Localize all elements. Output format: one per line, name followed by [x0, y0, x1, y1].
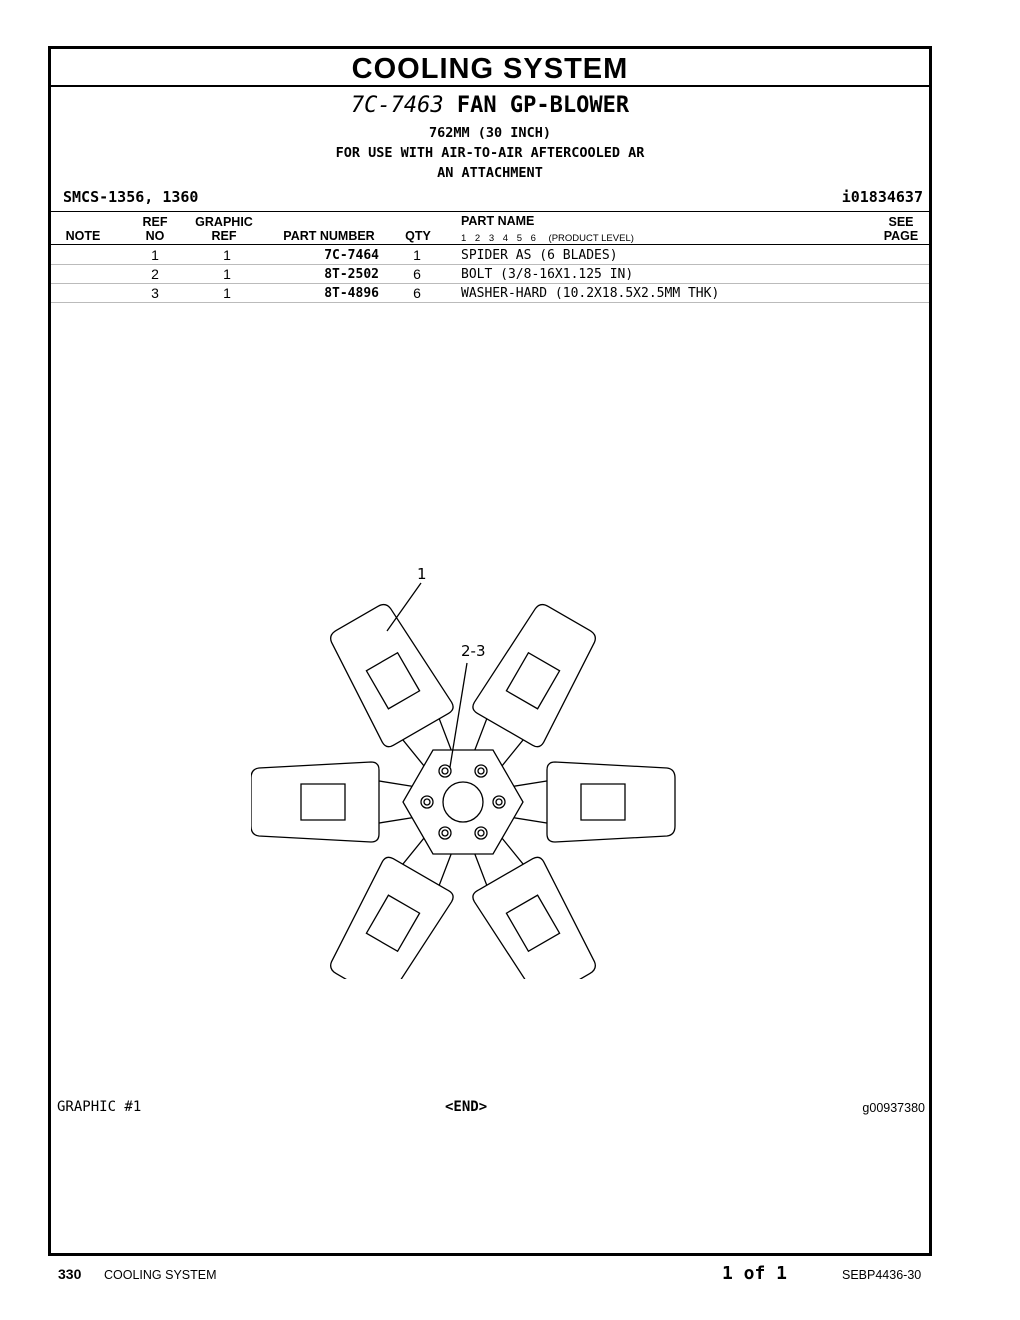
part-name: BOLT (3/8-16X1.125 IN) — [461, 267, 634, 282]
ref-no: 1 — [151, 247, 159, 263]
part-name: SPIDER AS (6 BLADES) — [461, 248, 618, 263]
ref-no: 3 — [151, 285, 159, 301]
col-ref-bottom: NO — [145, 229, 165, 243]
product-levels — [461, 233, 634, 244]
callout-1-leader — [387, 583, 421, 631]
graphic-ref: 1 — [223, 266, 231, 282]
page-of: 1 of 1 — [722, 1263, 788, 1284]
end-marker: <END> — [445, 1099, 488, 1115]
system-title: COOLING SYSTEM — [51, 49, 929, 87]
graphic-ref: 1 — [223, 247, 231, 263]
col-note: NOTE — [65, 229, 101, 243]
col-see-top: SEE — [888, 215, 914, 229]
hub-bore — [443, 782, 483, 822]
table-row — [51, 264, 929, 284]
graphic-id: g00937380 — [862, 1101, 925, 1115]
col-part-number: PART NUMBER — [283, 229, 375, 243]
quantity: 1 — [413, 247, 421, 263]
part-number[interactable]: 7C-7464 — [324, 248, 379, 263]
footer-section: COOLING SYSTEM — [104, 1268, 217, 1282]
col-graphic-ref — [189, 215, 259, 243]
graphic-label: GRAPHIC #1 — [57, 1099, 142, 1115]
subtitle-line-2: FOR USE WITH AIR-TO-AIR AFTERCOOLED AR — [335, 145, 645, 161]
fan-illustration — [251, 519, 731, 979]
table-row — [51, 245, 929, 265]
fan-blade — [503, 762, 675, 842]
col-ref-top: REF — [142, 215, 168, 229]
document-id: SEBP4436-30 — [842, 1268, 922, 1282]
group-title — [51, 93, 929, 118]
page-number: 330 — [58, 1266, 82, 1282]
callout-1: 1 — [417, 565, 427, 583]
group-name: FAN GP-BLOWER — [456, 93, 630, 118]
col-graphic-bottom: REF — [211, 229, 237, 243]
subtitle-line-3: AN ATTACHMENT — [437, 165, 543, 181]
callout-2-3: 2-3 — [461, 642, 486, 660]
col-see-page — [871, 215, 931, 243]
col-part-name: PART NAME — [461, 214, 535, 228]
col-ref-no — [135, 215, 175, 243]
col-graphic-top: GRAPHIC — [195, 215, 253, 229]
fan-blade — [251, 762, 423, 842]
graphic-ref: 1 — [223, 285, 231, 301]
quantity: 6 — [413, 285, 421, 301]
smcs-codes: SMCS-1356, 1360 — [63, 188, 199, 206]
header-divider — [51, 211, 929, 212]
group-part-number: 7C-7463 — [350, 93, 444, 118]
col-see-bottom: PAGE — [883, 229, 919, 243]
part-number[interactable]: 8T-2502 — [324, 267, 379, 282]
ref-no: 2 — [151, 266, 159, 282]
illustration-id: i01834637 — [841, 188, 923, 206]
product-level-label: (PRODUCT LEVEL) — [548, 233, 634, 244]
quantity: 6 — [413, 266, 421, 282]
parts-page-frame — [48, 46, 932, 1256]
part-number[interactable]: 8T-4896 — [324, 286, 379, 301]
product-level-numbers: 1 2 3 4 5 6 — [461, 233, 536, 244]
col-qty: QTY — [405, 229, 431, 243]
part-name: WASHER-HARD (10.2X18.5X2.5MM THK) — [461, 286, 720, 301]
table-row — [51, 283, 929, 303]
subtitle-line-1: 762MM (30 INCH) — [429, 125, 551, 141]
